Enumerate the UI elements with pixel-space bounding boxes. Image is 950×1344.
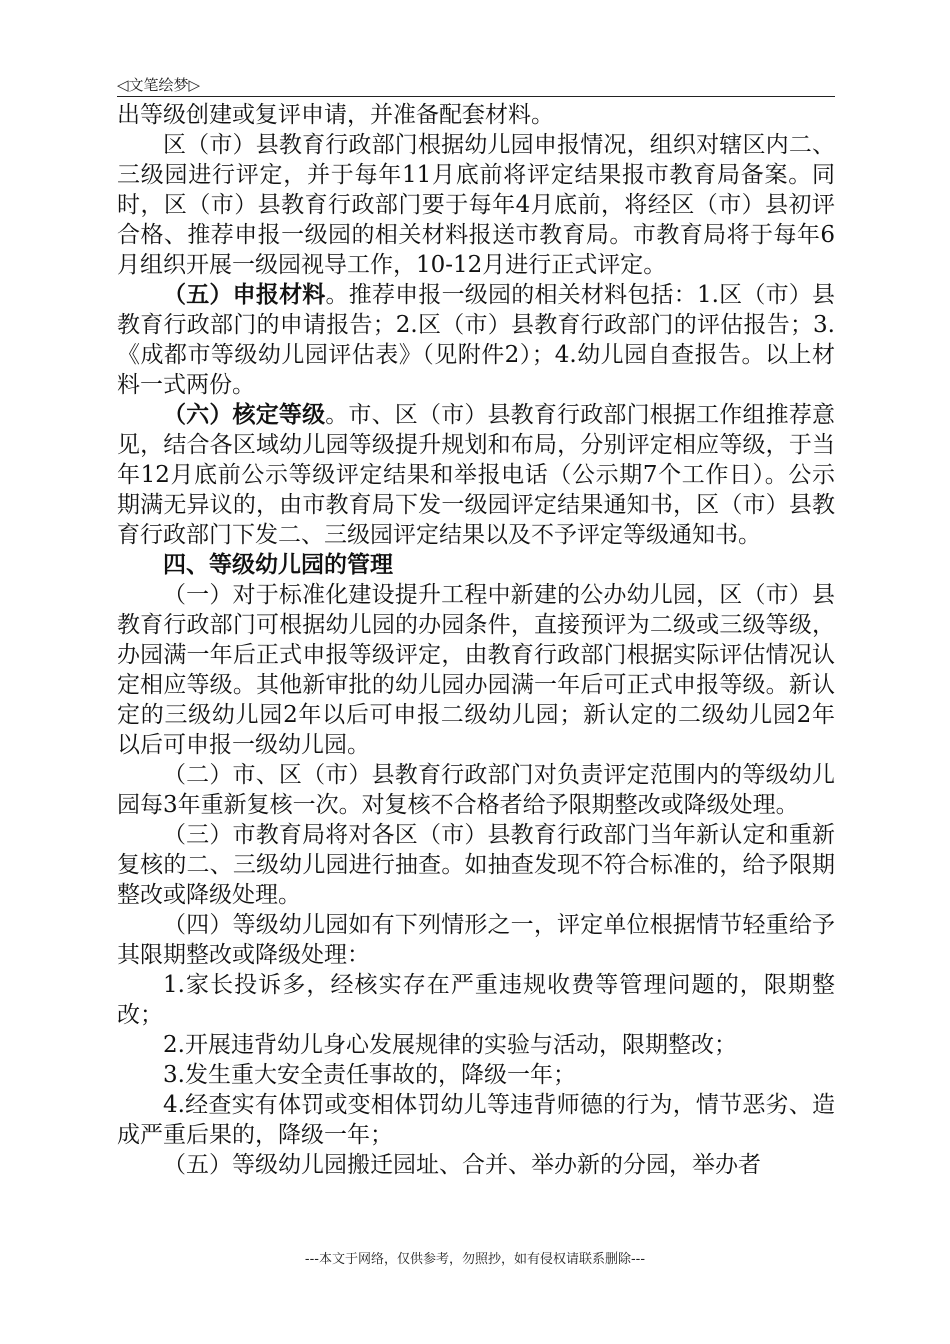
- list-item-4: 4.经查实有体罚或变相体罚幼儿等违背师德的行为，情节恶劣、造成严重后果的，降级一年；: [117, 1092, 835, 1148]
- paragraph-management-1: （一）对于标准化建设提升工程中新建的公办幼儿园，区（市）县教育行政部门可根据幼儿园的办园条件，直接预评为二级或三级等级，办园满一年后正式申报等级评定，由教育行政部门根据实际评估情况认定相应等级。其他新审批的幼儿园办园满一年后可正式申报等级。新认定的三级幼儿园2年以后可申报二级幼儿园；新认定的二级幼儿园2年以后可申报一级幼儿园。: [117, 582, 835, 758]
- list-item-1: 1.家长投诉多，经核实存在严重违规收费等管理问题的，限期整改；: [117, 972, 835, 1028]
- paragraph-management-2: （二）市、区（市）县教育行政部门对负责评定范围内的等级幼儿园每3年重新复核一次。对复核不合格者给予限期整改或降级处理。: [117, 762, 835, 818]
- paragraph-review-schedule: 区（市）县教育行政部门根据幼儿园申报情况，组织对辖区内二、三级园进行评定，并于每年11月底前将评定结果报市教育局备案。同时，区（市）县教育行政部门要于每年4月底前，将经区（市）县初评合格、推荐申报一级园的相关材料报送市教育局。市教育局将于每年6月组织开展一级园视导工作，10-12月进行正式评定。: [117, 132, 835, 278]
- text-grade-determination: 。市、区（市）县教育行政部门根据工作组推荐意见，结合各区域幼儿园等级提升规划和布局，分别评定相应等级，于当年12月底前公示等级评定结果和举报电话（公示期7个工作日）。公示期满无异议的，由市教育局下发一级园评定结果通知书，区（市）县教育行政部门下发二、三级园评定结果以及不予评定等级通知书。: [117, 402, 836, 548]
- paragraph-grade-determination: [117, 400, 835, 550]
- page-header: [117, 70, 835, 97]
- lead-application-materials: （五）申报材料: [163, 281, 326, 308]
- section-heading-management: 四、等级幼儿园的管理: [163, 551, 393, 578]
- paragraph-application-materials: [117, 280, 835, 400]
- paragraph-management-5: （五）等级幼儿园搬迁园址、合并、举办新的分园，举办者: [163, 1152, 761, 1178]
- paragraph-management-4: （四）等级幼儿园如有下列情形之一，评定单位根据情节轻重给予其限期整改或降级处理：: [117, 912, 835, 968]
- paragraph-continued: 出等级创建或复评申请，并准备配套材料。: [117, 102, 554, 128]
- header-brand: ◁文笔绘梦▷: [117, 76, 201, 94]
- list-item-3: 3.发生重大安全责任事故的，降级一年；: [163, 1062, 576, 1088]
- text-application-materials: 。推荐申报一级园的相关材料包括：1.区（市）县教育行政部门的申请报告；2.区（市）县教育行政部门的评估报告；3.《成都市等级幼儿园评估表》（见附件2）；4.幼儿园自查报告。以上材料一式两份。: [117, 282, 835, 398]
- list-item-2: 2.开展违背幼儿身心发展规律的实验与活动，限期整改；: [163, 1032, 737, 1058]
- lead-grade-determination: （六）核定等级: [163, 401, 326, 428]
- paragraph-management-3: （三）市教育局将对各区（市）县教育行政部门当年新认定和重新复核的二、三级幼儿园进行抽查。如抽查发现不符合标准的，给予限期整改或降级处理。: [117, 822, 835, 908]
- page-footer: ---本文于网络，仅供参考，勿照抄，如有侵权请联系删除---: [304, 1252, 646, 1267]
- document-body: [117, 100, 835, 1180]
